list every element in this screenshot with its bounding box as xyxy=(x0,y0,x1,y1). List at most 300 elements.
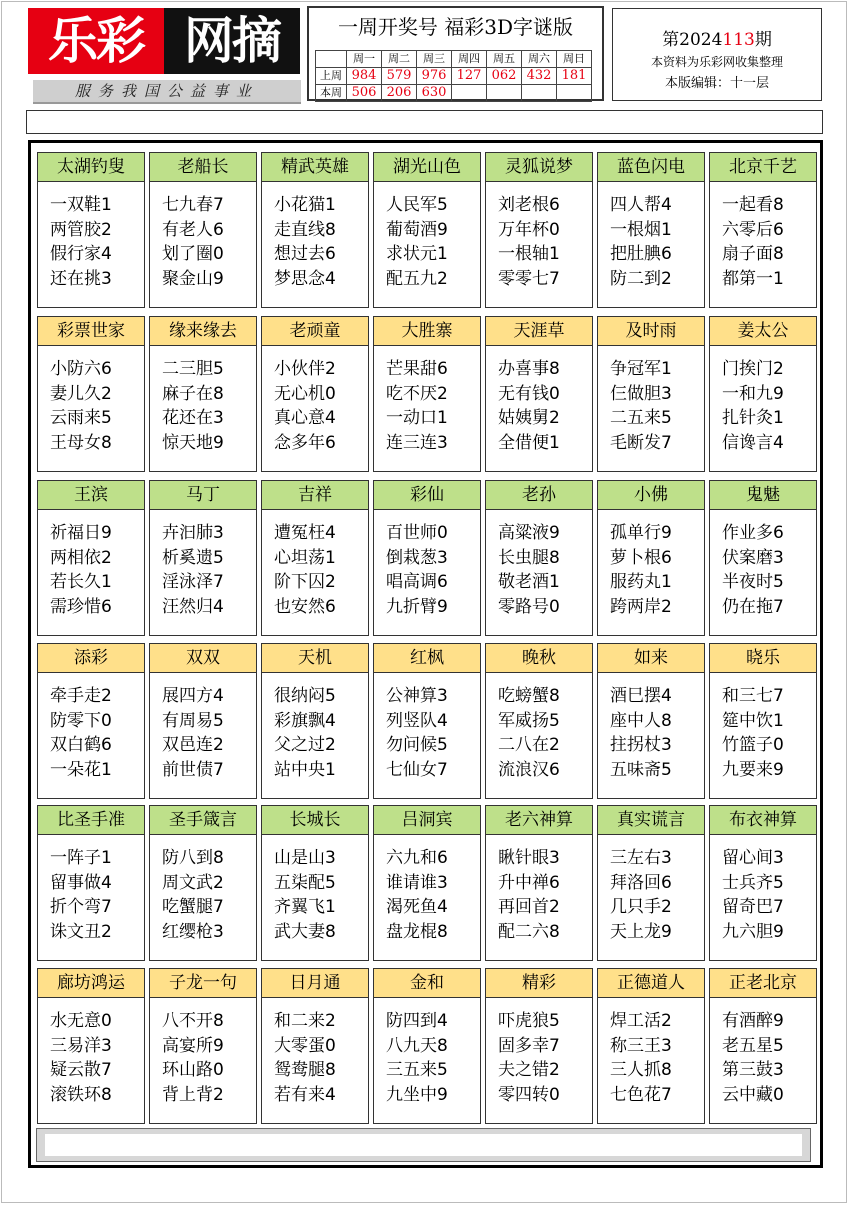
riddle-card xyxy=(373,643,481,799)
riddle-line: 诛文丑2 xyxy=(50,921,112,942)
footer-box xyxy=(36,1128,811,1162)
logo-mark xyxy=(25,6,301,76)
riddle-card-title: 精彩 xyxy=(486,969,592,998)
riddle-line: 扎针灸1 xyxy=(722,408,784,428)
riddle-line: 仍在拖7 xyxy=(722,596,784,617)
riddle-line: 吃螃蟹8 xyxy=(498,686,560,706)
riddle-lines xyxy=(386,846,448,944)
riddle-lines xyxy=(498,846,560,944)
riddle-card xyxy=(597,805,705,961)
riddle-card xyxy=(149,968,257,1124)
riddle-line: 二五来5 xyxy=(610,408,672,428)
riddle-line: 门挨门2 xyxy=(722,359,784,379)
riddle-line: 勿问候5 xyxy=(386,735,448,755)
issue-note: 本资料为乐彩网收集整理 xyxy=(650,55,783,69)
riddle-line: 小防六6 xyxy=(50,359,112,379)
riddle-lines xyxy=(50,1009,112,1107)
riddle-card-title: 真实谎言 xyxy=(598,806,704,835)
riddle-card xyxy=(149,805,257,961)
riddle-line: 若有来4 xyxy=(274,1084,336,1105)
riddle-line: 办喜事8 xyxy=(498,359,560,379)
riddle-line: 夫之错2 xyxy=(498,1060,560,1080)
riddle-card-title: 精武英雄 xyxy=(262,153,368,182)
riddle-card xyxy=(261,805,369,961)
riddle-line: 惊天地9 xyxy=(162,432,224,453)
issue-suffix: 期 xyxy=(754,30,772,50)
riddle-line: 人民军5 xyxy=(386,195,448,215)
riddle-card-title: 小佛 xyxy=(598,481,704,510)
riddle-card xyxy=(37,316,145,472)
riddle-lines xyxy=(386,357,448,455)
riddle-line: 盘龙棍8 xyxy=(386,921,448,942)
riddle-card xyxy=(37,805,145,961)
riddle-lines xyxy=(498,684,560,782)
weekly-draw-box xyxy=(307,6,604,101)
riddle-line: 九要来9 xyxy=(722,759,784,780)
riddle-card-title: 缘来缘去 xyxy=(150,317,256,346)
riddle-line: 仨做胆3 xyxy=(610,383,672,404)
logo-text-red: 乐彩 xyxy=(28,8,164,74)
riddle-lines xyxy=(386,521,448,619)
riddle-lines xyxy=(498,1009,560,1107)
riddle-card xyxy=(149,152,257,308)
riddle-line: 一阵子1 xyxy=(50,848,112,868)
riddle-line: 长虫腿8 xyxy=(498,547,560,568)
riddle-card-title: 老孙 xyxy=(486,481,592,510)
riddle-lines xyxy=(274,1009,336,1107)
riddle-line: 无心机0 xyxy=(274,383,336,404)
riddle-card xyxy=(485,643,593,799)
riddle-lines xyxy=(610,1009,672,1107)
riddle-card-title: 老顽童 xyxy=(262,317,368,346)
riddle-line: 九折臂9 xyxy=(386,596,448,617)
riddle-line: 王母女8 xyxy=(50,432,112,453)
riddle-line: 有周易5 xyxy=(162,710,224,731)
riddle-lines xyxy=(722,521,784,619)
riddle-card-title: 大胜寨 xyxy=(374,317,480,346)
riddle-line: 妻儿久2 xyxy=(50,383,112,404)
draw-number xyxy=(557,85,592,102)
riddle-line: 八九天8 xyxy=(386,1035,448,1056)
riddle-line: 公神算3 xyxy=(386,686,448,706)
riddle-line: 全借便1 xyxy=(498,432,560,453)
riddle-line: 齐翼飞1 xyxy=(274,897,336,917)
riddle-line: 七九春7 xyxy=(162,195,224,215)
riddle-lines xyxy=(162,1009,224,1107)
riddle-line: 谁请谁3 xyxy=(386,872,448,893)
banner-strip xyxy=(26,110,823,134)
riddle-lines xyxy=(162,846,224,944)
riddle-card-title: 正德道人 xyxy=(598,969,704,998)
draw-number: 062 xyxy=(487,68,522,85)
issue-number-value: 113 xyxy=(722,30,755,50)
riddle-lines xyxy=(610,357,672,455)
riddle-line: 留事做4 xyxy=(50,872,112,893)
riddle-line: 一双鞋1 xyxy=(50,195,112,215)
riddle-card xyxy=(709,152,817,308)
riddle-card xyxy=(597,316,705,472)
riddle-card-title: 老船长 xyxy=(150,153,256,182)
riddle-card xyxy=(485,480,593,636)
riddle-line: 三人抓8 xyxy=(610,1060,672,1080)
riddle-line: 小伙伴2 xyxy=(274,359,336,379)
riddle-card-title: 长城长 xyxy=(262,806,368,835)
riddle-line: 求状元1 xyxy=(386,244,448,264)
draw-number: 127 xyxy=(452,68,487,85)
riddle-line: 天上龙9 xyxy=(610,921,672,942)
riddle-card xyxy=(261,316,369,472)
draw-number xyxy=(487,85,522,102)
riddle-card xyxy=(597,152,705,308)
riddle-card xyxy=(709,316,817,472)
riddle-card-title: 彩仙 xyxy=(374,481,480,510)
riddle-lines xyxy=(274,684,336,782)
riddle-line: 跨两岸2 xyxy=(610,596,672,617)
logo-slogan: 服务我国公益事业 xyxy=(33,80,301,104)
riddle-card-title: 如来 xyxy=(598,644,704,673)
riddle-lines xyxy=(498,193,560,291)
riddle-line: 武大妻8 xyxy=(274,921,336,942)
riddle-line: 四人帮4 xyxy=(610,195,672,215)
riddle-line: 二八在2 xyxy=(498,735,560,755)
riddle-line: 花还在3 xyxy=(162,408,224,428)
riddle-card-title: 湖光山色 xyxy=(374,153,480,182)
riddle-card xyxy=(373,968,481,1124)
riddle-lines xyxy=(50,193,112,291)
riddle-line: 背上背2 xyxy=(162,1084,224,1105)
weekly-draw-title: 一周开奖号 福彩3D字谜版 xyxy=(337,15,574,39)
riddle-line: 高宴所9 xyxy=(162,1035,224,1056)
riddle-line: 零路号0 xyxy=(498,596,560,617)
riddle-line: 拄拐杖3 xyxy=(610,735,672,755)
riddle-line: 红缨枪3 xyxy=(162,921,224,942)
riddle-line: 列竖队4 xyxy=(386,710,448,731)
riddle-card xyxy=(261,480,369,636)
last-week-label: 上周 xyxy=(316,68,347,85)
draw-number: 630 xyxy=(417,85,452,102)
riddle-line: 渴死鱼4 xyxy=(386,897,448,917)
riddle-card xyxy=(37,968,145,1124)
riddle-card xyxy=(149,643,257,799)
draw-number xyxy=(452,85,487,102)
riddle-line: 真心意4 xyxy=(274,408,336,428)
day-header: 周五 xyxy=(487,51,522,68)
riddle-card-title: 彩票世家 xyxy=(38,317,144,346)
riddle-line: 两管胶2 xyxy=(50,219,112,240)
riddle-lines xyxy=(386,684,448,782)
draw-number: 432 xyxy=(522,68,557,85)
riddle-card xyxy=(373,480,481,636)
riddle-line: 倒栽葱3 xyxy=(386,547,448,568)
riddle-card xyxy=(261,152,369,308)
riddle-card xyxy=(37,643,145,799)
riddle-line: 七色花7 xyxy=(610,1084,672,1105)
riddle-line: 孤单行9 xyxy=(610,523,672,543)
riddle-card xyxy=(709,805,817,961)
riddle-lines xyxy=(610,684,672,782)
riddle-line: 再回首2 xyxy=(498,897,560,917)
riddle-line: 高粱液9 xyxy=(498,523,560,543)
riddle-card-title: 晚秋 xyxy=(486,644,592,673)
riddle-lines xyxy=(274,846,336,944)
riddle-card-title: 天涯草 xyxy=(486,317,592,346)
this-week-label: 本周 xyxy=(316,85,347,102)
riddle-line: 念多年6 xyxy=(274,432,336,453)
day-header: 周六 xyxy=(522,51,557,68)
riddle-line: 五柒配5 xyxy=(274,872,336,893)
riddle-line: 周文武2 xyxy=(162,872,224,893)
riddle-line: 五味斋5 xyxy=(610,759,672,780)
riddle-card xyxy=(149,316,257,472)
riddle-line: 二三胆5 xyxy=(162,359,224,379)
riddle-line: 想过去6 xyxy=(274,244,336,264)
riddle-line: 走直线8 xyxy=(274,219,336,240)
riddle-card-title: 比圣手准 xyxy=(38,806,144,835)
riddle-line: 升中禅6 xyxy=(498,872,560,893)
riddle-card-title: 灵狐说梦 xyxy=(486,153,592,182)
riddle-line: 七仙女7 xyxy=(386,759,448,780)
riddle-line: 争冠军1 xyxy=(610,359,672,379)
riddle-line: 都第一1 xyxy=(722,268,784,289)
riddle-card-title: 吕洞宾 xyxy=(374,806,480,835)
riddle-line: 士兵齐5 xyxy=(722,872,784,893)
riddle-line: 伏案磨3 xyxy=(722,547,784,568)
riddle-line: 水无意0 xyxy=(50,1011,112,1031)
riddle-line: 滚铁环8 xyxy=(50,1084,112,1105)
riddle-card xyxy=(261,643,369,799)
riddle-line: 云中藏0 xyxy=(722,1084,784,1105)
riddle-line: 三五来5 xyxy=(386,1060,448,1080)
riddle-lines xyxy=(162,193,224,291)
riddle-card-title: 子龙一句 xyxy=(150,969,256,998)
this-week-row xyxy=(316,85,592,102)
riddle-line: 座中人8 xyxy=(610,710,672,731)
riddle-card-title: 正老北京 xyxy=(710,969,816,998)
riddle-line: 一根烟1 xyxy=(610,219,672,240)
riddle-card xyxy=(261,968,369,1124)
riddle-card xyxy=(37,152,145,308)
riddle-line: 心坦荡1 xyxy=(274,547,336,568)
riddle-line: 彩旗飘4 xyxy=(274,710,336,731)
riddle-card-title: 老六神算 xyxy=(486,806,592,835)
riddle-card-title: 金和 xyxy=(374,969,480,998)
riddle-line: 芒果甜6 xyxy=(386,359,448,379)
riddle-line: 还在挑3 xyxy=(50,268,112,289)
issue-box xyxy=(612,8,822,101)
day-header: 周日 xyxy=(557,51,592,68)
riddle-card xyxy=(149,480,257,636)
last-week-row xyxy=(316,68,592,85)
riddle-line: 六零后6 xyxy=(722,219,784,240)
riddle-line: 把肚腆6 xyxy=(610,244,672,264)
riddle-line: 筵中饮1 xyxy=(722,710,784,731)
riddle-card-title: 北京千艺 xyxy=(710,153,816,182)
issue-prefix: 第2024 xyxy=(662,30,723,50)
riddle-lines xyxy=(50,846,112,944)
riddle-line: 防八到8 xyxy=(162,848,224,868)
riddle-line: 服药丸1 xyxy=(610,572,672,592)
riddle-card xyxy=(373,805,481,961)
riddle-lines xyxy=(162,684,224,782)
riddle-line: 吃不厌2 xyxy=(386,383,448,404)
riddle-lines xyxy=(386,1009,448,1107)
draw-number: 506 xyxy=(347,85,382,102)
riddle-card-title: 及时雨 xyxy=(598,317,704,346)
riddle-line: 一根轴1 xyxy=(498,244,560,264)
riddle-lines xyxy=(722,846,784,944)
riddle-line: 竹篮子0 xyxy=(722,735,784,755)
riddle-lines xyxy=(274,521,336,619)
riddle-line: 一和九9 xyxy=(722,383,784,404)
riddle-line: 老五星5 xyxy=(722,1035,784,1056)
riddle-line: 信谗言4 xyxy=(722,432,784,453)
riddle-line: 焊工活2 xyxy=(610,1011,672,1031)
riddle-line: 一动口1 xyxy=(386,408,448,428)
riddle-line: 毛断发7 xyxy=(610,432,672,453)
riddle-lines xyxy=(722,357,784,455)
riddle-card xyxy=(485,968,593,1124)
riddle-line: 展四方4 xyxy=(162,686,224,706)
riddle-card xyxy=(373,152,481,308)
riddle-line: 也安然6 xyxy=(274,596,336,617)
riddle-line: 称三王3 xyxy=(610,1035,672,1056)
riddle-line: 环山路0 xyxy=(162,1060,224,1080)
riddle-line: 防四到4 xyxy=(386,1011,448,1031)
riddle-line: 有酒醉9 xyxy=(722,1011,784,1031)
riddle-line: 三左右3 xyxy=(610,848,672,868)
riddle-line: 云雨来5 xyxy=(50,408,112,428)
riddle-lines xyxy=(274,193,336,291)
riddle-line: 牵手走2 xyxy=(50,686,112,706)
riddle-line: 很纳闷5 xyxy=(274,686,336,706)
day-header: 周四 xyxy=(452,51,487,68)
riddle-lines xyxy=(610,846,672,944)
riddle-card xyxy=(485,152,593,308)
riddle-line: 山是山3 xyxy=(274,848,336,868)
draw-number: 976 xyxy=(417,68,452,85)
riddle-card-title: 廊坊鸿运 xyxy=(38,969,144,998)
riddle-line: 军威扬5 xyxy=(498,710,560,731)
riddle-line: 鸳鸯腿8 xyxy=(274,1060,336,1080)
riddle-line: 九六胆9 xyxy=(722,921,784,942)
riddle-lines xyxy=(610,521,672,619)
riddle-line: 麻子在8 xyxy=(162,383,224,404)
riddle-card-title: 太湖钓叟 xyxy=(38,153,144,182)
riddle-line: 和二来2 xyxy=(274,1011,336,1031)
table-header-row xyxy=(316,51,592,68)
riddle-line: 拜洛回6 xyxy=(610,872,672,893)
riddle-lines xyxy=(386,193,448,291)
riddle-lines xyxy=(274,357,336,455)
riddle-line: 和三七7 xyxy=(722,686,784,706)
riddle-card xyxy=(373,316,481,472)
riddle-card xyxy=(485,805,593,961)
riddle-card-title: 姜太公 xyxy=(710,317,816,346)
riddle-line: 阶下囚2 xyxy=(274,572,336,592)
riddle-line: 半夜时5 xyxy=(722,572,784,592)
riddle-line: 扇子面8 xyxy=(722,244,784,264)
riddle-line: 零四转0 xyxy=(498,1084,560,1105)
riddle-line: 两相依2 xyxy=(50,547,112,568)
riddle-line: 父之过2 xyxy=(274,735,336,755)
riddle-line: 三易洋3 xyxy=(50,1035,112,1056)
riddle-card xyxy=(709,968,817,1124)
draw-number: 984 xyxy=(347,68,382,85)
riddle-card-title: 马丁 xyxy=(150,481,256,510)
day-header: 周二 xyxy=(382,51,417,68)
riddle-line: 敬老酒1 xyxy=(498,572,560,592)
footer-inner xyxy=(45,1134,802,1156)
riddle-lines xyxy=(50,521,112,619)
riddle-card-title: 圣手箴言 xyxy=(150,806,256,835)
riddle-card-title: 添彩 xyxy=(38,644,144,673)
riddle-line: 淫泳泽7 xyxy=(162,572,224,592)
riddle-line: 聚金山9 xyxy=(162,268,224,289)
riddle-card xyxy=(597,643,705,799)
riddle-line: 防二到2 xyxy=(610,268,672,289)
riddle-line: 刘老根6 xyxy=(498,195,560,215)
riddle-line: 需珍惜6 xyxy=(50,596,112,617)
logo xyxy=(25,6,301,102)
riddle-line: 唱高调6 xyxy=(386,572,448,592)
riddle-card-title: 红枫 xyxy=(374,644,480,673)
riddle-lines xyxy=(722,684,784,782)
riddle-lines xyxy=(162,521,224,619)
riddle-line: 酒巳摆4 xyxy=(610,686,672,706)
riddle-line: 梦思念4 xyxy=(274,268,336,289)
riddle-line: 姑姨舅2 xyxy=(498,408,560,428)
riddle-line: 吃蟹腿7 xyxy=(162,897,224,917)
riddle-line: 若长久1 xyxy=(50,572,112,592)
riddle-line: 遭冤枉4 xyxy=(274,523,336,543)
riddle-line: 卉汩肺3 xyxy=(162,523,224,543)
riddle-card-title: 王滨 xyxy=(38,481,144,510)
riddle-line: 祈福日9 xyxy=(50,523,112,543)
riddle-card-title: 鬼魅 xyxy=(710,481,816,510)
riddle-lines xyxy=(498,357,560,455)
riddle-card xyxy=(37,480,145,636)
riddle-line: 八不开8 xyxy=(162,1011,224,1031)
day-header: 周一 xyxy=(347,51,382,68)
riddle-line: 疑云散7 xyxy=(50,1060,112,1080)
corner-cell xyxy=(316,51,347,68)
riddle-card xyxy=(709,480,817,636)
draw-number xyxy=(522,85,557,102)
riddle-line: 百世师0 xyxy=(386,523,448,543)
riddle-lines xyxy=(722,193,784,291)
riddle-line: 六九和6 xyxy=(386,848,448,868)
riddle-card-title: 蓝色闪电 xyxy=(598,153,704,182)
riddle-line: 双邑连2 xyxy=(162,735,224,755)
riddle-line: 配二六8 xyxy=(498,921,560,942)
riddle-line: 汪然归4 xyxy=(162,596,224,617)
riddle-lines xyxy=(50,357,112,455)
issue-editor: 本版编辑：十一层 xyxy=(664,76,769,91)
riddle-line: 一朵花1 xyxy=(50,759,112,780)
riddle-line: 几只手2 xyxy=(610,897,672,917)
riddle-line: 大零蛋0 xyxy=(274,1035,336,1056)
riddle-card xyxy=(485,316,593,472)
riddle-line: 流浪汉6 xyxy=(498,759,560,780)
draw-number: 181 xyxy=(557,68,592,85)
riddle-card xyxy=(597,480,705,636)
riddle-line: 防零下0 xyxy=(50,710,112,731)
riddle-lines xyxy=(722,1009,784,1107)
riddle-line: 双白鹤6 xyxy=(50,735,112,755)
issue-number xyxy=(613,25,821,50)
logo-text-black: 网摘 xyxy=(164,8,300,74)
riddle-line: 配五九2 xyxy=(386,268,448,289)
